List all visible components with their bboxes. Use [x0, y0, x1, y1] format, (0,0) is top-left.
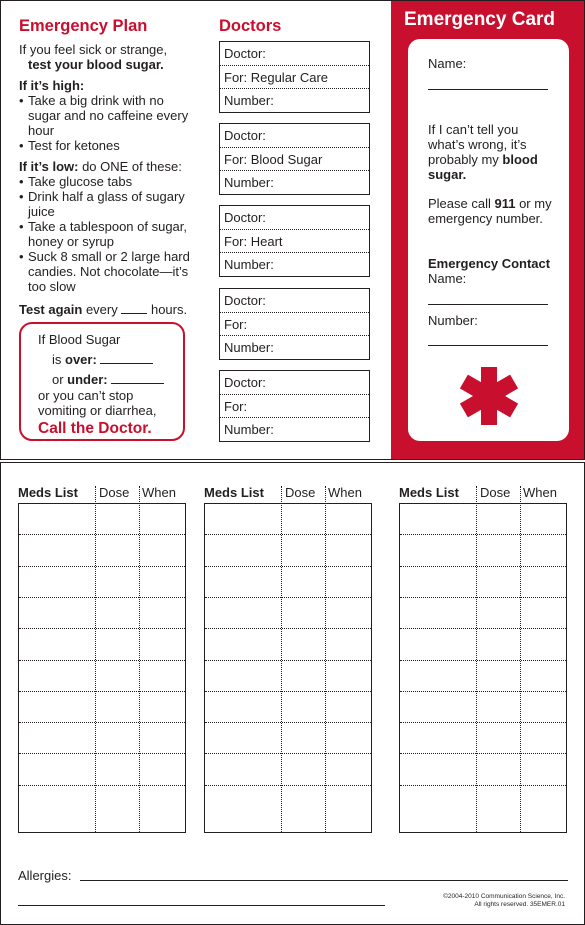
meds-table-header [399, 484, 567, 502]
call-post: or my emergency number. [428, 196, 552, 226]
call-pre: Please call [428, 196, 495, 211]
call-text [428, 196, 558, 226]
table-row[interactable] [400, 691, 566, 722]
table-row[interactable] [400, 660, 566, 691]
table-row[interactable] [205, 722, 371, 753]
table-row[interactable] [205, 753, 371, 784]
plan-intro-line2: test your blood sugar. [28, 57, 164, 72]
test-again [19, 302, 197, 317]
table-row[interactable] [19, 722, 185, 753]
allergies-label: Allergies: [18, 868, 72, 883]
table-row[interactable] [19, 566, 185, 597]
over-blank[interactable] [100, 353, 153, 364]
meds-grid [204, 503, 372, 833]
for-field[interactable]: For: Regular Care [220, 66, 369, 90]
for-field[interactable]: For: Blood Sugar [220, 148, 369, 172]
low-title: If it’s low: [19, 159, 79, 174]
meds-list-header: Meds List [204, 485, 264, 500]
wrong-text-body: If I can’t tell you what’s wrong, it’s probably my [428, 122, 527, 167]
meds-list-header: Meds List [399, 485, 459, 500]
emergency-plan [19, 16, 197, 317]
high-list [19, 93, 197, 153]
callbox-under-pre: or [52, 372, 68, 387]
name-label: Name: [428, 56, 467, 71]
doctor-box [219, 205, 370, 277]
table-row[interactable] [19, 628, 185, 659]
test-again-blank[interactable] [121, 303, 147, 314]
doctor-box [219, 41, 370, 113]
callbox-over-pre: is [52, 352, 65, 367]
table-row[interactable] [19, 785, 185, 816]
meds-grid [399, 503, 567, 833]
emergency-card-body [408, 39, 569, 441]
emergency-plan-title: Emergency Plan [19, 17, 148, 35]
under-blank[interactable] [111, 373, 164, 384]
for-field[interactable]: For: [220, 313, 369, 337]
for-field[interactable]: For: [220, 395, 369, 419]
doctor-box [219, 123, 370, 195]
table-row[interactable] [205, 597, 371, 628]
list-item: • Test for ketones [19, 138, 197, 153]
contact-number-line[interactable] [428, 345, 548, 346]
table-row[interactable] [400, 753, 566, 784]
test-again-end: hours. [147, 302, 188, 317]
copyright-line2: All rights reserved. 35EMER.01 [474, 901, 565, 908]
table-row[interactable] [205, 660, 371, 691]
call-doctor-box [19, 322, 185, 441]
table-row[interactable] [19, 753, 185, 784]
copyright-line1: ©2004-2010 Communication Science, Inc. [443, 893, 565, 900]
number-field[interactable]: Number: [224, 175, 274, 190]
table-row[interactable] [19, 691, 185, 722]
emergency-card-title: Emergency Card [404, 9, 556, 30]
table-row[interactable] [19, 534, 185, 565]
table-row[interactable] [205, 566, 371, 597]
number-field[interactable]: Number: [224, 93, 274, 108]
emergency-card-front [0, 0, 585, 460]
contact-name-line[interactable] [428, 304, 548, 305]
meds-table-header [204, 484, 372, 502]
table-row[interactable] [205, 534, 371, 565]
meds-table-header [18, 484, 186, 502]
when-header: When [142, 485, 176, 500]
table-row[interactable] [400, 566, 566, 597]
low-list [19, 174, 197, 294]
when-header: When [523, 485, 557, 500]
test-again-mid: every [82, 302, 122, 317]
low-section [19, 159, 197, 294]
table-row[interactable] [400, 503, 566, 534]
contact-name-label: Name: [428, 271, 467, 286]
plan-intro [19, 42, 197, 72]
list-item: • Take a big drink with no sugar and no caffeine every hour [19, 93, 197, 138]
doctor-box [219, 288, 370, 360]
star-of-life-icon [460, 367, 518, 425]
table-row[interactable] [19, 660, 185, 691]
table-row[interactable] [205, 503, 371, 534]
table-row[interactable] [19, 597, 185, 628]
callbox-under-label: under: [67, 372, 108, 387]
list-item: • Take a tablespoon of sugar, honey or syrup [19, 219, 197, 249]
doctor-field[interactable]: Doctor: [220, 289, 369, 313]
allergies-line[interactable] [80, 880, 568, 881]
meds-grid [18, 503, 186, 833]
when-header: When [328, 485, 362, 500]
name-line[interactable] [428, 89, 548, 90]
call-the-doctor: Call the Doctor. [38, 420, 152, 437]
doctor-field[interactable]: Doctor: [220, 42, 369, 66]
doctor-box [219, 370, 370, 442]
dose-header: Dose [480, 485, 511, 500]
table-row[interactable] [400, 597, 566, 628]
wrong-text [428, 122, 558, 182]
doctor-field[interactable]: Doctor: [220, 371, 369, 395]
table-row[interactable] [400, 534, 566, 565]
contact-number-label: Number: [428, 313, 478, 328]
doctor-field[interactable]: Doctor: [220, 206, 369, 230]
dose-header: Dose [285, 485, 316, 500]
copyright [443, 893, 565, 909]
number-field[interactable]: Number: [224, 257, 274, 272]
allergies-line[interactable] [18, 905, 385, 906]
high-title: If it’s high: [19, 78, 85, 93]
number-field[interactable]: Number: [224, 422, 274, 437]
table-row[interactable] [205, 785, 371, 816]
table-row[interactable] [205, 628, 371, 659]
call-911: 911 [494, 196, 516, 211]
list-item: • Drink half a glass of sugary juice [19, 189, 197, 219]
emergency-contact-title: Emergency Contact [428, 256, 551, 271]
for-field[interactable]: For: Heart [220, 230, 369, 254]
callbox-line5: vomiting or diarrhea, [38, 403, 157, 418]
callbox-line4: or you can’t stop [38, 388, 134, 403]
list-item: • Suck 8 small or 2 large hard candies. Not chocolate—it’s too slow [19, 249, 197, 294]
test-again-label: Test again [19, 302, 83, 317]
high-section [19, 78, 197, 153]
doctors-title: Doctors [219, 17, 282, 35]
table-row[interactable] [400, 628, 566, 659]
dose-header: Dose [99, 485, 130, 500]
callbox-over-label: over: [65, 352, 97, 367]
table-row[interactable] [400, 785, 566, 816]
meds-list-header: Meds List [18, 485, 78, 500]
callbox-under [52, 372, 164, 387]
plan-intro-line1: If you feel sick or strange, [19, 42, 168, 57]
list-item: • Take glucose tabs [19, 174, 197, 189]
doctor-field[interactable]: Doctor: [220, 124, 369, 148]
table-row[interactable] [400, 722, 566, 753]
wrong-text-bold: blood sugar. [428, 152, 538, 182]
callbox-over [52, 352, 153, 367]
number-field[interactable]: Number: [224, 340, 274, 355]
emergency-card [391, 1, 585, 460]
low-heading [19, 159, 197, 174]
table-row[interactable] [19, 503, 185, 534]
callbox-line1: If Blood Sugar [38, 332, 121, 347]
table-row[interactable] [205, 691, 371, 722]
low-rest: do ONE of these: [78, 159, 182, 174]
